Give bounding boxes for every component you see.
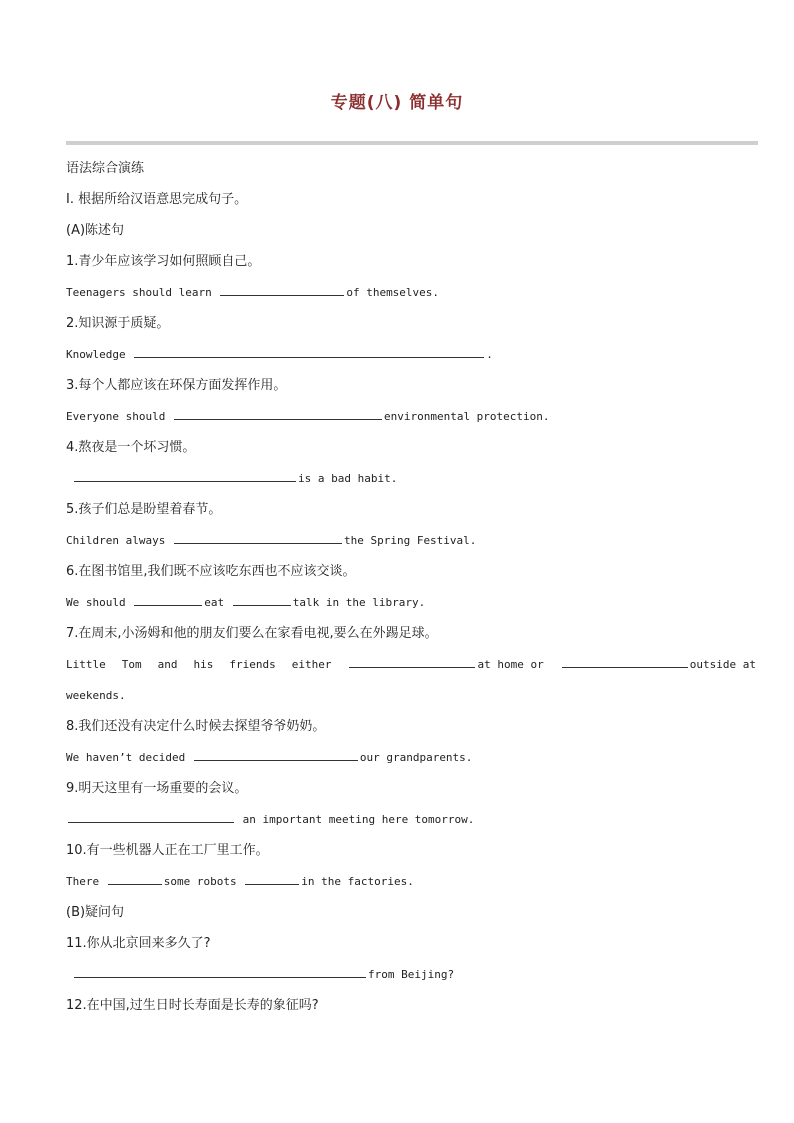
question-9-blank[interactable]	[68, 808, 234, 823]
question-6-blank-1[interactable]	[134, 591, 202, 606]
question-10-text-after: in the factories.	[301, 875, 414, 888]
question-6-prompt: 6.在图书馆里,我们既不应该吃东西也不应该交谈。	[66, 564, 356, 579]
question-6-text-after: talk in the library.	[292, 596, 426, 609]
question-2-text-before: Knowledge	[66, 348, 126, 361]
question-10-sentence	[66, 870, 758, 901]
question-1-prompt: 1.青少年应该学习如何照顾自己。	[66, 254, 261, 269]
question-6-sentence	[66, 591, 758, 622]
question-10-text-before: There	[66, 875, 100, 888]
question-12-prompt: 12.在中国,过生日时长寿面是长寿的象征吗?	[66, 998, 319, 1013]
question-10-text-middle: some robots	[163, 875, 237, 888]
question-7-word: either	[291, 658, 332, 671]
question-4-sentence	[66, 467, 758, 498]
question-3-text-before: Everyone should	[66, 410, 166, 423]
question-10-blank-2[interactable]	[245, 870, 299, 885]
question-3-prompt: 3.每个人都应该在环保方面发挥作用。	[66, 378, 287, 393]
question-11-blank[interactable]	[74, 963, 366, 978]
section-heading: 语法综合演练	[66, 161, 145, 176]
question-6-text-before: We should	[66, 596, 126, 609]
question-7-word: friends	[229, 658, 276, 671]
question-4-text-after: is a bad habit.	[298, 472, 398, 485]
question-5-prompt: 5.孩子们总是盼望着春节。	[66, 502, 222, 517]
subsection-b-heading: (B)疑问句	[66, 905, 125, 920]
question-4-blank[interactable]	[74, 467, 296, 482]
question-11-prompt: 11.你从北京回来多久了?	[66, 936, 211, 951]
question-8-text-before: We haven’t decided	[66, 751, 186, 764]
question-7-blank-2[interactable]	[562, 653, 688, 668]
question-3-sentence	[66, 405, 758, 436]
question-1-blank[interactable]	[220, 281, 344, 296]
question-7-text-middle: at home or	[477, 658, 544, 671]
page-title: 专题(八) 简单句	[330, 93, 464, 113]
question-2-text-after: .	[486, 348, 493, 361]
question-7-word: Little	[66, 658, 106, 671]
question-5-text-after: the Spring Festival.	[343, 534, 477, 547]
question-9-prompt: 9.明天这里有一场重要的会议。	[66, 781, 248, 796]
question-11-sentence	[66, 963, 758, 994]
question-2-prompt: 2.知识源于质疑。	[66, 316, 170, 331]
question-5-blank[interactable]	[174, 529, 342, 544]
question-7-prompt: 7.在周末,小汤姆和他的朋友们要么在家看电视,要么在外踢足球。	[66, 626, 438, 641]
question-9-sentence	[66, 808, 758, 839]
question-6-blank-2[interactable]	[233, 591, 291, 606]
question-7-sentence	[66, 653, 756, 684]
question-8-prompt: 8.我们还没有决定什么时候去探望爷爷奶奶。	[66, 719, 326, 734]
question-3-text-after: environmental protection.	[383, 410, 550, 423]
question-7-sentence-continued	[66, 684, 758, 715]
question-7-text-line2: weekends.	[66, 689, 126, 702]
question-10-prompt: 10.有一些机器人正在工厂里工作。	[66, 843, 269, 858]
question-7-word: Tom	[121, 658, 142, 671]
question-1-text-after: of themselves.	[346, 286, 440, 299]
question-7-word: his	[193, 658, 214, 671]
question-7-text-after: outside at	[689, 658, 756, 671]
question-1-text-before: Teenagers should learn	[66, 286, 212, 299]
question-7-word: and	[157, 658, 178, 671]
question-4-prompt: 4.熬夜是一个坏习惯。	[66, 440, 196, 455]
question-10-blank-1[interactable]	[108, 870, 162, 885]
question-2-blank[interactable]	[134, 343, 484, 358]
question-11-text-after: from Beijing?	[368, 968, 455, 981]
title-divider	[66, 141, 758, 145]
question-8-sentence	[66, 746, 758, 777]
question-2-sentence	[66, 343, 758, 374]
question-1-sentence	[66, 281, 758, 312]
question-5-text-before: Children always	[66, 534, 166, 547]
question-3-blank[interactable]	[174, 405, 382, 420]
question-6-text-middle: eat	[204, 596, 225, 609]
worksheet-content	[66, 157, 758, 1025]
question-8-blank[interactable]	[194, 746, 358, 761]
question-7-blank-1[interactable]	[349, 653, 475, 668]
subsection-a-heading: (A)陈述句	[66, 223, 125, 238]
question-5-sentence	[66, 529, 758, 560]
question-9-text-after: an important meeting here tomorrow.	[242, 813, 475, 826]
part-instruction: Ⅰ. 根据所给汉语意思完成句子。	[66, 192, 248, 207]
question-8-text-after: our grandparents.	[359, 751, 473, 764]
